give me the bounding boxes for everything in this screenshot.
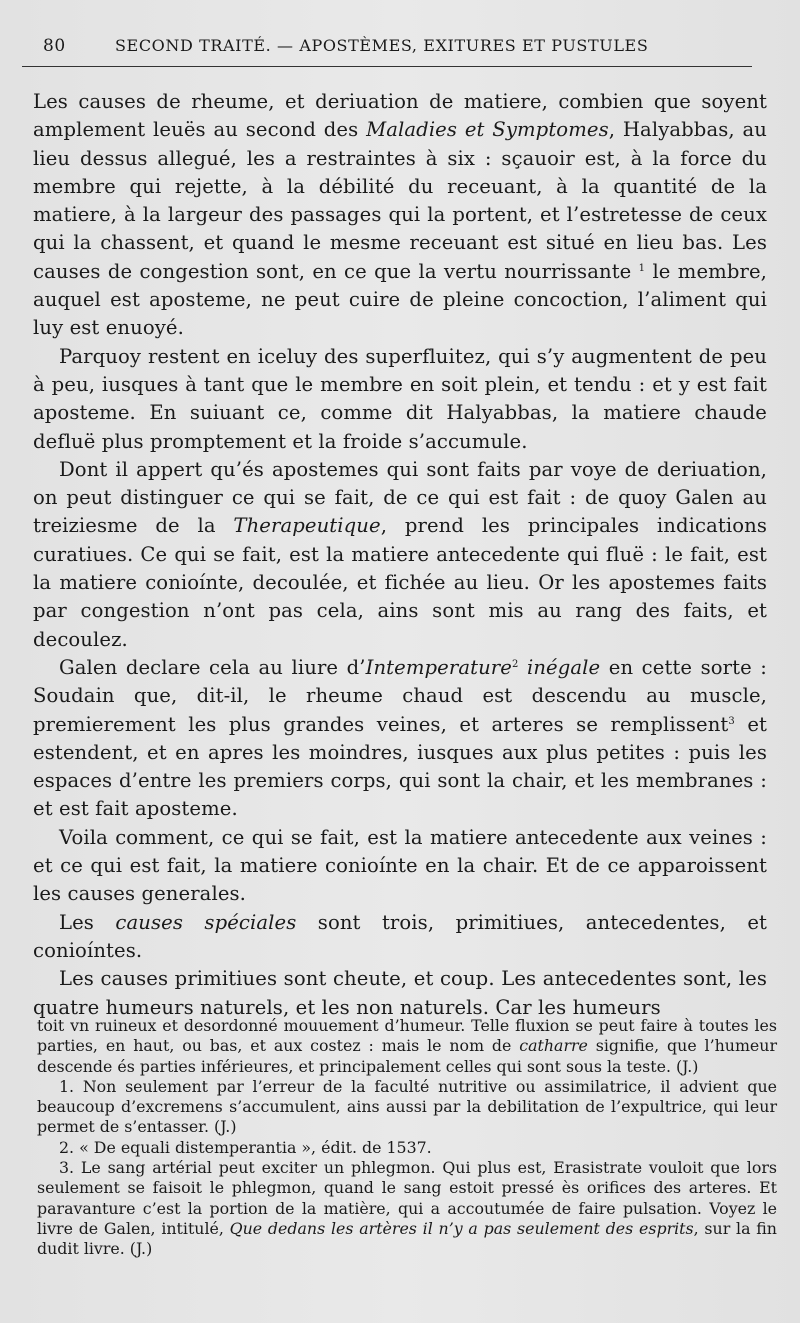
work-title: Maladies et Symptomes — [366, 118, 609, 142]
work-title: Therapeutique — [233, 514, 381, 538]
footnote-ref-3: 3 — [728, 715, 735, 727]
paragraph-1: Les causes de rheume, et deriuation de matiere, combien que soyent amplement leuës au second des Maladies et Symptomes, Halyabbas, au lieu dessus allegué, les a restraintes à six : sçauoir est, à la force du membre qui rejette, à la débilité du receuant, à la quantité de la matiere, à la largeur des passages qui la portent, et l’estretesse de ceux qui la chassent, et quand le mesme receuant est situé en lieu bas. Les causes de congestion sont, en ce que la vertu nourrissante $^1$ le membre, auquel est aposteme, ne peut cuire de pleine concoction, l’aliment qui luy est enuoyé. — [33, 90, 768, 340]
footnote-ref-1: 1 — [638, 262, 646, 274]
emphasis: causes spéciales — [115, 910, 297, 934]
main-text — [33, 88, 767, 1022]
footnotes — [37, 1016, 777, 1260]
footnote-3: 3. Le sang artérial peut exciter un phlegmon. Qui plus est, Erasistrate vouloit que lors seulement se faisoit le phlegmon, quand le sang estoit pressé ès orifices des arteres. Et paravanture c’est la portion de la matière, qui a accoutumée de faire pulsation. Voyez le livre de Galen, intitulé, Que dedans les artères il n’y a pas seulement des esprits, sur la fin dudit livre. (J.) — [37, 1158, 777, 1259]
paragraph-6: Les causes spéciales sont trois, primitiues, antecedentes, et conioíntes. — [33, 910, 768, 962]
footnote-2: 2. « De equali distemperantia », édit. de 1537. — [59, 1137, 432, 1157]
paragraph-4: Galen declare cela au liure d’Intemperature$^2$ inégale en cette sorte : Soudain que, dit-il, le rheume chaud est descendu au muscle, premierement les plus grandes veines, et arteres se remplissent$^3$ et estendent, et en apres les moindres, iusques aux plus petites : puis les espaces d’entre les premiers corps, qui sont la chair, et les membranes : et est fait aposteme. — [33, 655, 767, 821]
paragraph-7: Les causes primitiues sont cheute, et coup. Les antecedentes sont, les quatre humeurs naturels, et les non naturels. Car les humeurs — [33, 967, 767, 1019]
footnote-continuation: toit vn ruineux et desordonné mouuement d’humeur. Telle fluxion se peut faire à toutes les parties, en haut, ou bas, et aux costez : mais le nom de catharre signifie, que l’humeur descende és parties inférieures, et principalement celles qui sont sous la teste. (J.) — [37, 1016, 777, 1076]
work-title: Que dedans les artères il n’y a pas seulement des esprits — [229, 1218, 694, 1238]
work-title: inégale — [526, 655, 601, 679]
term: catharre — [519, 1036, 588, 1056]
work-title: Intemperature — [365, 655, 512, 679]
footnote-ref-2: 2 — [511, 658, 519, 670]
running-title: SECOND TRAITÉ. — APOSTÈMES, EXITURES ET PUSTULES — [115, 36, 649, 55]
header-rule — [22, 66, 752, 67]
paragraph-5: Voila comment, ce qui se fait, est la matiere antecedente aux veines : et ce qui est fait, la matiere conioínte en la chair. Et de ce apparoissent les causes generales. — [33, 825, 767, 906]
page-header — [0, 30, 800, 60]
paragraph-2: Parquoy restent en iceluy des superfluitez, qui s’y augmentent de peu à peu, iusques à tant que le membre en soit plein, et tendu : et y est fait aposteme. En suiuant ce, comme dit Halyabbas, la matiere chaude defluë plus promptement et la froide s’accumule. — [33, 344, 767, 453]
page-number: 80 — [43, 36, 66, 56]
footnote-1: 1. Non seulement par l’erreur de la faculté nutritive ou assimilatrice, il advient que beaucoup d’excremens s’accumulent, ains aussi par la debilitation de l’expultrice, qui leur permet de s’entasser. (J.) — [37, 1076, 777, 1137]
paragraph-3: Dont il appert qu’és apostemes qui sont faits par voye de deriuation, on peut distinguer ce qui se fait, de ce qui est fait : de quoy Galen au treiziesme de la Therapeutique, prend les principales indications curatiues. Ce qui se fait, est la matiere antecedente qui fluë : le fait, est la matiere conioínte, decoulée, et fichée au lieu. Or les apostemes faits par congestion n’ont pas cela, ains sont mis au rang des faits, et decoulez. — [33, 457, 767, 651]
